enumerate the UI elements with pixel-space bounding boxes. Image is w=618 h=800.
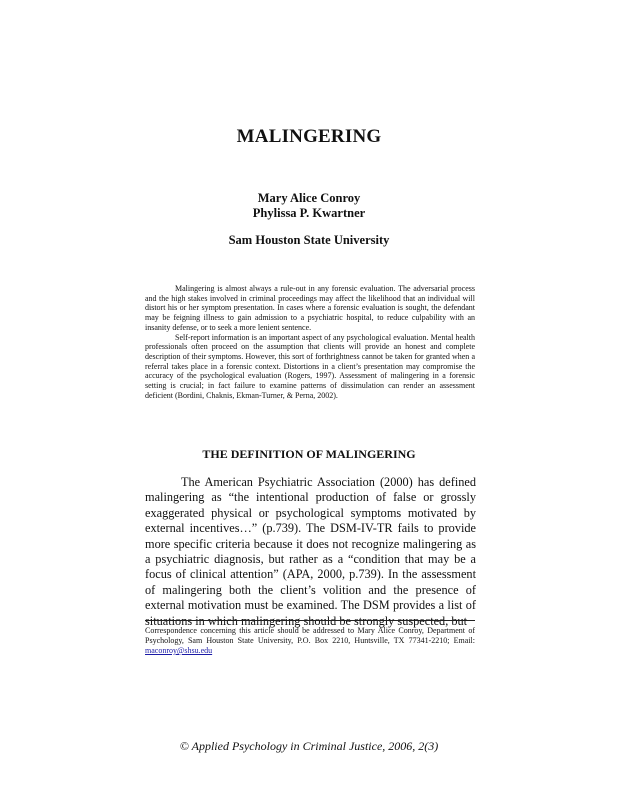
abstract bbox=[145, 284, 475, 400]
body-text bbox=[145, 475, 476, 629]
journal-footer: © Applied Psychology in Criminal Justice, 2006, 2(3) bbox=[179, 739, 439, 753]
paper-title: MALINGERING bbox=[236, 126, 382, 147]
author-list bbox=[0, 191, 618, 221]
author-name: Phylissa P. Kwartner bbox=[252, 206, 366, 220]
body-paragraph: The American Psychiatric Association (2000) has defined malingering as “the intentional production of false or grossly exaggerated physical or psychological symptoms motivated by external incentives…” (p.739). The DSM-IV-TR fails to provide more specific criteria because it does not recognize malingering as a psychiatric diagnosis, but rather as a “condition that may be a focus of clinical attention” (APA, 2000, p.739). In the assessment of malingering both the client’s volition and the presence of external motivation must be examined. The DSM provides a list of situations in which malingering should be strongly suspected, but bbox=[145, 475, 476, 628]
abstract-paragraph: Self-report information is an important aspect of any psychological evaluation. Mental health professionals often proceed on the assumption that clients will provide an honest and complete description of their symptoms. However, this sort of forthrightness cannot be taken for granted when a referral takes place in a forensic context. Distortions in a client’s presentation may compromise the accuracy of the psychological evaluation (Rogers, 1997). Assessment of malingering in a forensic setting is crucial; in fact failure to examine patterns of dissimulation can render an assessment deficient (Bordini, Chaknis, Ekman-Turner, & Perna, 2002). bbox=[145, 332, 475, 400]
email-link[interactable]: maconroy@shsu.edu bbox=[145, 646, 213, 655]
correspondence-footnote bbox=[145, 626, 475, 656]
footnote-divider bbox=[145, 620, 475, 621]
author-name: Mary Alice Conroy bbox=[257, 191, 361, 205]
footnote-text: Correspondence concerning this article should be addressed to Mary Alice Conroy, Department of Psychology, Sam Houston State University, P.O. Box 2210, Huntsville, TX 77341-2210; Email: bbox=[145, 626, 475, 645]
abstract-paragraph: Malingering is almost always a rule-out in any forensic evaluation. The adversarial process and the high stakes involved in criminal proceedings may affect the likelihood that an individual will distort his or her symptom presentation. In cases where a forensic evaluation is sought, the defendant may be feigning illness to gain admission to a psychiatric hospital, to reduce culpability with an insanity defense, or to seek a more lenient sentence. bbox=[145, 284, 475, 332]
author-affiliation: Sam Houston State University bbox=[228, 233, 390, 247]
section-heading: THE DEFINITION OF MALINGERING bbox=[202, 447, 416, 461]
